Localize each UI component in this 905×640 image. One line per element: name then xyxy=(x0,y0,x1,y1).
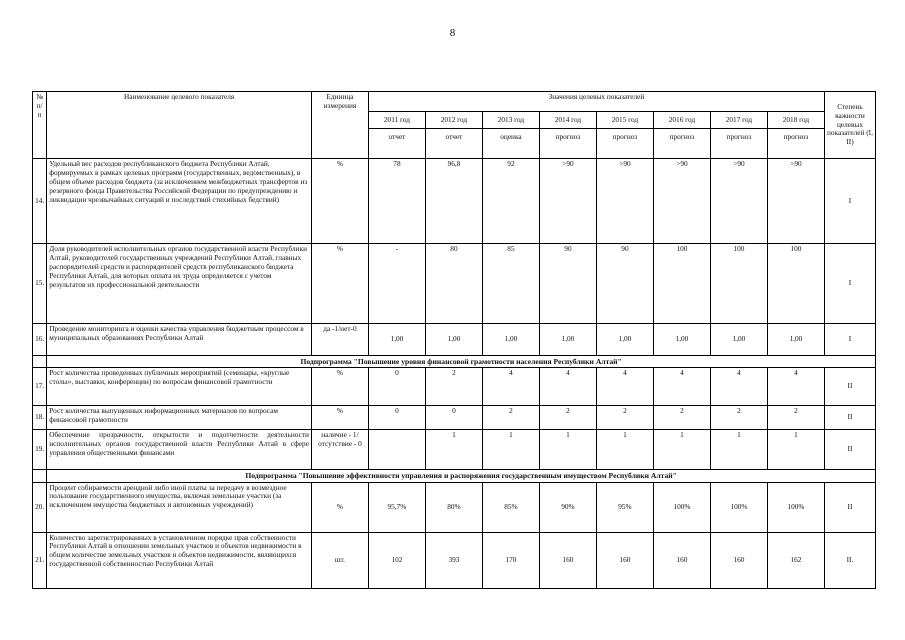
indicator-value: >90 xyxy=(710,159,767,244)
header-values: Значения целевых показателей xyxy=(368,92,824,112)
row-number: 21. xyxy=(33,532,47,588)
target-indicators-table xyxy=(32,91,876,589)
indicator-value: 1 xyxy=(425,430,482,470)
indicator-value: 100 xyxy=(710,244,767,324)
header-year: 2018 год xyxy=(767,112,824,129)
table-row xyxy=(33,159,876,244)
indicator-unit: наличие - 1/отсутствие - 0 xyxy=(311,430,368,470)
table-row xyxy=(33,430,876,470)
row-number: 17. xyxy=(33,368,47,406)
indicator-value: 0 xyxy=(368,406,425,430)
indicator-value: 1,00 xyxy=(482,324,539,356)
row-number: 15. xyxy=(33,244,47,324)
table-row xyxy=(33,532,876,588)
header-status: прогноз xyxy=(767,129,824,159)
indicator-value: 1,00 xyxy=(596,324,653,356)
indicator-value xyxy=(368,430,425,470)
header-importance: Степень важности целевых показателей (I, II) xyxy=(824,92,875,159)
table-row xyxy=(33,244,876,324)
indicator-value: 2 xyxy=(482,406,539,430)
header-year: 2015 год xyxy=(596,112,653,129)
indicator-value: 90 xyxy=(596,244,653,324)
subprogram-property-management: Подпрограмма "Повышение эффективности управления и распоряжения государственным имуществом Республики Алтай" xyxy=(47,470,876,482)
header-status: отчет xyxy=(425,129,482,159)
indicator-value: 160 xyxy=(539,532,596,588)
header-year: 2016 год xyxy=(653,112,710,129)
indicator-value: 162 xyxy=(767,532,824,588)
indicator-value: 90% xyxy=(539,482,596,532)
header-status: оценка xyxy=(482,129,539,159)
indicator-value: 1,00 xyxy=(653,324,710,356)
indicator-value: 170 xyxy=(482,532,539,588)
indicator-value: - xyxy=(368,244,425,324)
indicator-value: 2 xyxy=(710,406,767,430)
indicator-unit: % xyxy=(311,244,368,324)
indicator-importance: II xyxy=(824,482,875,532)
indicator-name: Удельный вес расходов республиканского бюджета Республики Алтай, формируемых в рамках целевых программ (государственных, ведомственных), в общем объеме расходов бюджета (за исключением межбюджетных трансфертов из резервного фонда Правительства Российской Федерации по предупреждению и ликвидации чрезвычайных ситуаций и последствий стихийных бедствий) xyxy=(47,159,312,244)
indicator-value: 100 xyxy=(653,244,710,324)
indicator-value: 1,00 xyxy=(368,324,425,356)
indicator-importance: II. xyxy=(824,532,875,588)
indicator-value: 1,00 xyxy=(710,324,767,356)
indicator-value: 2 xyxy=(425,368,482,406)
indicator-value: 2 xyxy=(653,406,710,430)
indicator-value: 96,8 xyxy=(425,159,482,244)
indicator-value: 80 xyxy=(425,244,482,324)
subprogram-financial-literacy: Подпрограмма "Повышение уровня финансовой грамотности населения Республики Алтай" xyxy=(47,356,876,368)
indicator-value: 1 xyxy=(596,430,653,470)
indicator-value: 95,7% xyxy=(368,482,425,532)
indicator-unit: шт. xyxy=(311,532,368,588)
indicator-importance: II xyxy=(824,430,875,470)
row-number: 16. xyxy=(33,324,47,356)
indicator-unit: % xyxy=(311,368,368,406)
indicator-value: 1 xyxy=(767,430,824,470)
indicator-value: 85% xyxy=(482,482,539,532)
indicator-value: 90 xyxy=(539,244,596,324)
indicator-value: >90 xyxy=(653,159,710,244)
header-no: № п/п xyxy=(33,92,47,159)
header-year: 2011 год xyxy=(368,112,425,129)
header-unit: Единица измерения xyxy=(311,92,368,159)
indicator-importance: II xyxy=(824,406,875,430)
indicator-value: 1,00 xyxy=(767,324,824,356)
indicator-unit: % xyxy=(311,159,368,244)
row-number: 19. xyxy=(33,430,47,470)
indicator-value: 102 xyxy=(368,532,425,588)
header-status: отчет xyxy=(368,129,425,159)
indicator-value: 85 xyxy=(482,244,539,324)
row-number: 14. xyxy=(33,159,47,244)
indicator-value: 100% xyxy=(710,482,767,532)
header-status: прогноз xyxy=(539,129,596,159)
indicator-importance: II xyxy=(824,368,875,406)
indicator-unit: да -1/нет-0 xyxy=(311,324,368,356)
indicator-value: 4 xyxy=(767,368,824,406)
row-number: 18. xyxy=(33,406,47,430)
header-name: Наименование целевого показателя xyxy=(47,92,312,159)
header-status: прогноз xyxy=(596,129,653,159)
header-year: 2013 год xyxy=(482,112,539,129)
indicator-value: 1 xyxy=(653,430,710,470)
indicator-value: 160 xyxy=(596,532,653,588)
indicator-value: 78 xyxy=(368,159,425,244)
indicator-unit: % xyxy=(311,406,368,430)
header-year: 2014 год xyxy=(539,112,596,129)
indicator-value: 4 xyxy=(653,368,710,406)
indicator-name: Рост количества выпущенных информационных материалов по вопросам финансовой грамотности xyxy=(47,406,312,430)
header-year: 2017 год xyxy=(710,112,767,129)
page-number: 8 xyxy=(449,27,456,39)
indicator-value: >90 xyxy=(596,159,653,244)
indicator-value: >90 xyxy=(767,159,824,244)
table-row xyxy=(33,324,876,356)
header-status: прогноз xyxy=(653,129,710,159)
indicator-value: 100 xyxy=(767,244,824,324)
indicator-value: 1 xyxy=(710,430,767,470)
indicator-importance: I xyxy=(824,324,875,356)
indicator-value: 2 xyxy=(539,406,596,430)
table-row xyxy=(33,482,876,532)
indicator-importance: I xyxy=(824,159,875,244)
table-row xyxy=(33,406,876,430)
indicator-value: 160 xyxy=(710,532,767,588)
indicator-name: Рост количества проведенных публичных мероприятий (семинары, «круглые столы», выставки, конференции) по вопросам финансовой грамотности xyxy=(47,368,312,406)
indicator-value: 4 xyxy=(596,368,653,406)
indicator-value: 0 xyxy=(368,368,425,406)
indicator-value: >90 xyxy=(539,159,596,244)
header-status: прогноз xyxy=(710,129,767,159)
table-row xyxy=(33,368,876,406)
indicator-value: 4 xyxy=(539,368,596,406)
indicator-value: 2 xyxy=(596,406,653,430)
indicator-value: 80% xyxy=(425,482,482,532)
indicator-value: 160 xyxy=(653,532,710,588)
indicator-value: 92 xyxy=(482,159,539,244)
indicator-value: 1,00 xyxy=(539,324,596,356)
indicator-value: 1,00 xyxy=(425,324,482,356)
indicator-value: 2 xyxy=(767,406,824,430)
indicator-name: Обеспечение прозрачности, открытости и подотчетности деятельности исполнительных органов государственной власти Республики Алтай в сфере управления общественными финансами xyxy=(47,430,312,470)
indicator-value: 100% xyxy=(653,482,710,532)
indicator-value: 95% xyxy=(596,482,653,532)
indicator-value: 0 xyxy=(425,406,482,430)
indicator-value: 4 xyxy=(482,368,539,406)
indicator-unit: % xyxy=(311,482,368,532)
indicator-name: Процент собираемости арендной либо иной платы за передачу в возмездное пользование государственного имущества, включая земельные участки (за исключением имущества бюджетных и автономных учреждений) xyxy=(47,482,312,532)
indicator-name: Проведение мониторинга и оценки качества управления бюджетным процессом в муниципальных образованиях Республики Алтай xyxy=(47,324,312,356)
row-number: 20. xyxy=(33,482,47,532)
indicator-name: Доля руководителей исполнительных органов государственной власти Республики Алтай, руководителей государственных учреждений Республики Алтай, главных распорядителей средств и распорядителей средств республиканского бюджета Республики Алтай, для которых оплата их труда определяется с учетом результатов их профессиональной деятельности xyxy=(47,244,312,324)
indicator-value: 393 xyxy=(425,532,482,588)
indicator-importance: I xyxy=(824,244,875,324)
indicator-value: 4 xyxy=(710,368,767,406)
indicator-value: 100% xyxy=(767,482,824,532)
header-year: 2012 год xyxy=(425,112,482,129)
indicator-value: 1 xyxy=(482,430,539,470)
indicator-name: Количество зарегистрированных в установленном порядке прав собственности Республики Алтай в отношении земельных участков и объектов недвижимости в общем количестве земельных участков и объектов недвижимости, являющихся государственной собственностью Республики Алтай xyxy=(47,532,312,588)
indicator-value: 1 xyxy=(539,430,596,470)
